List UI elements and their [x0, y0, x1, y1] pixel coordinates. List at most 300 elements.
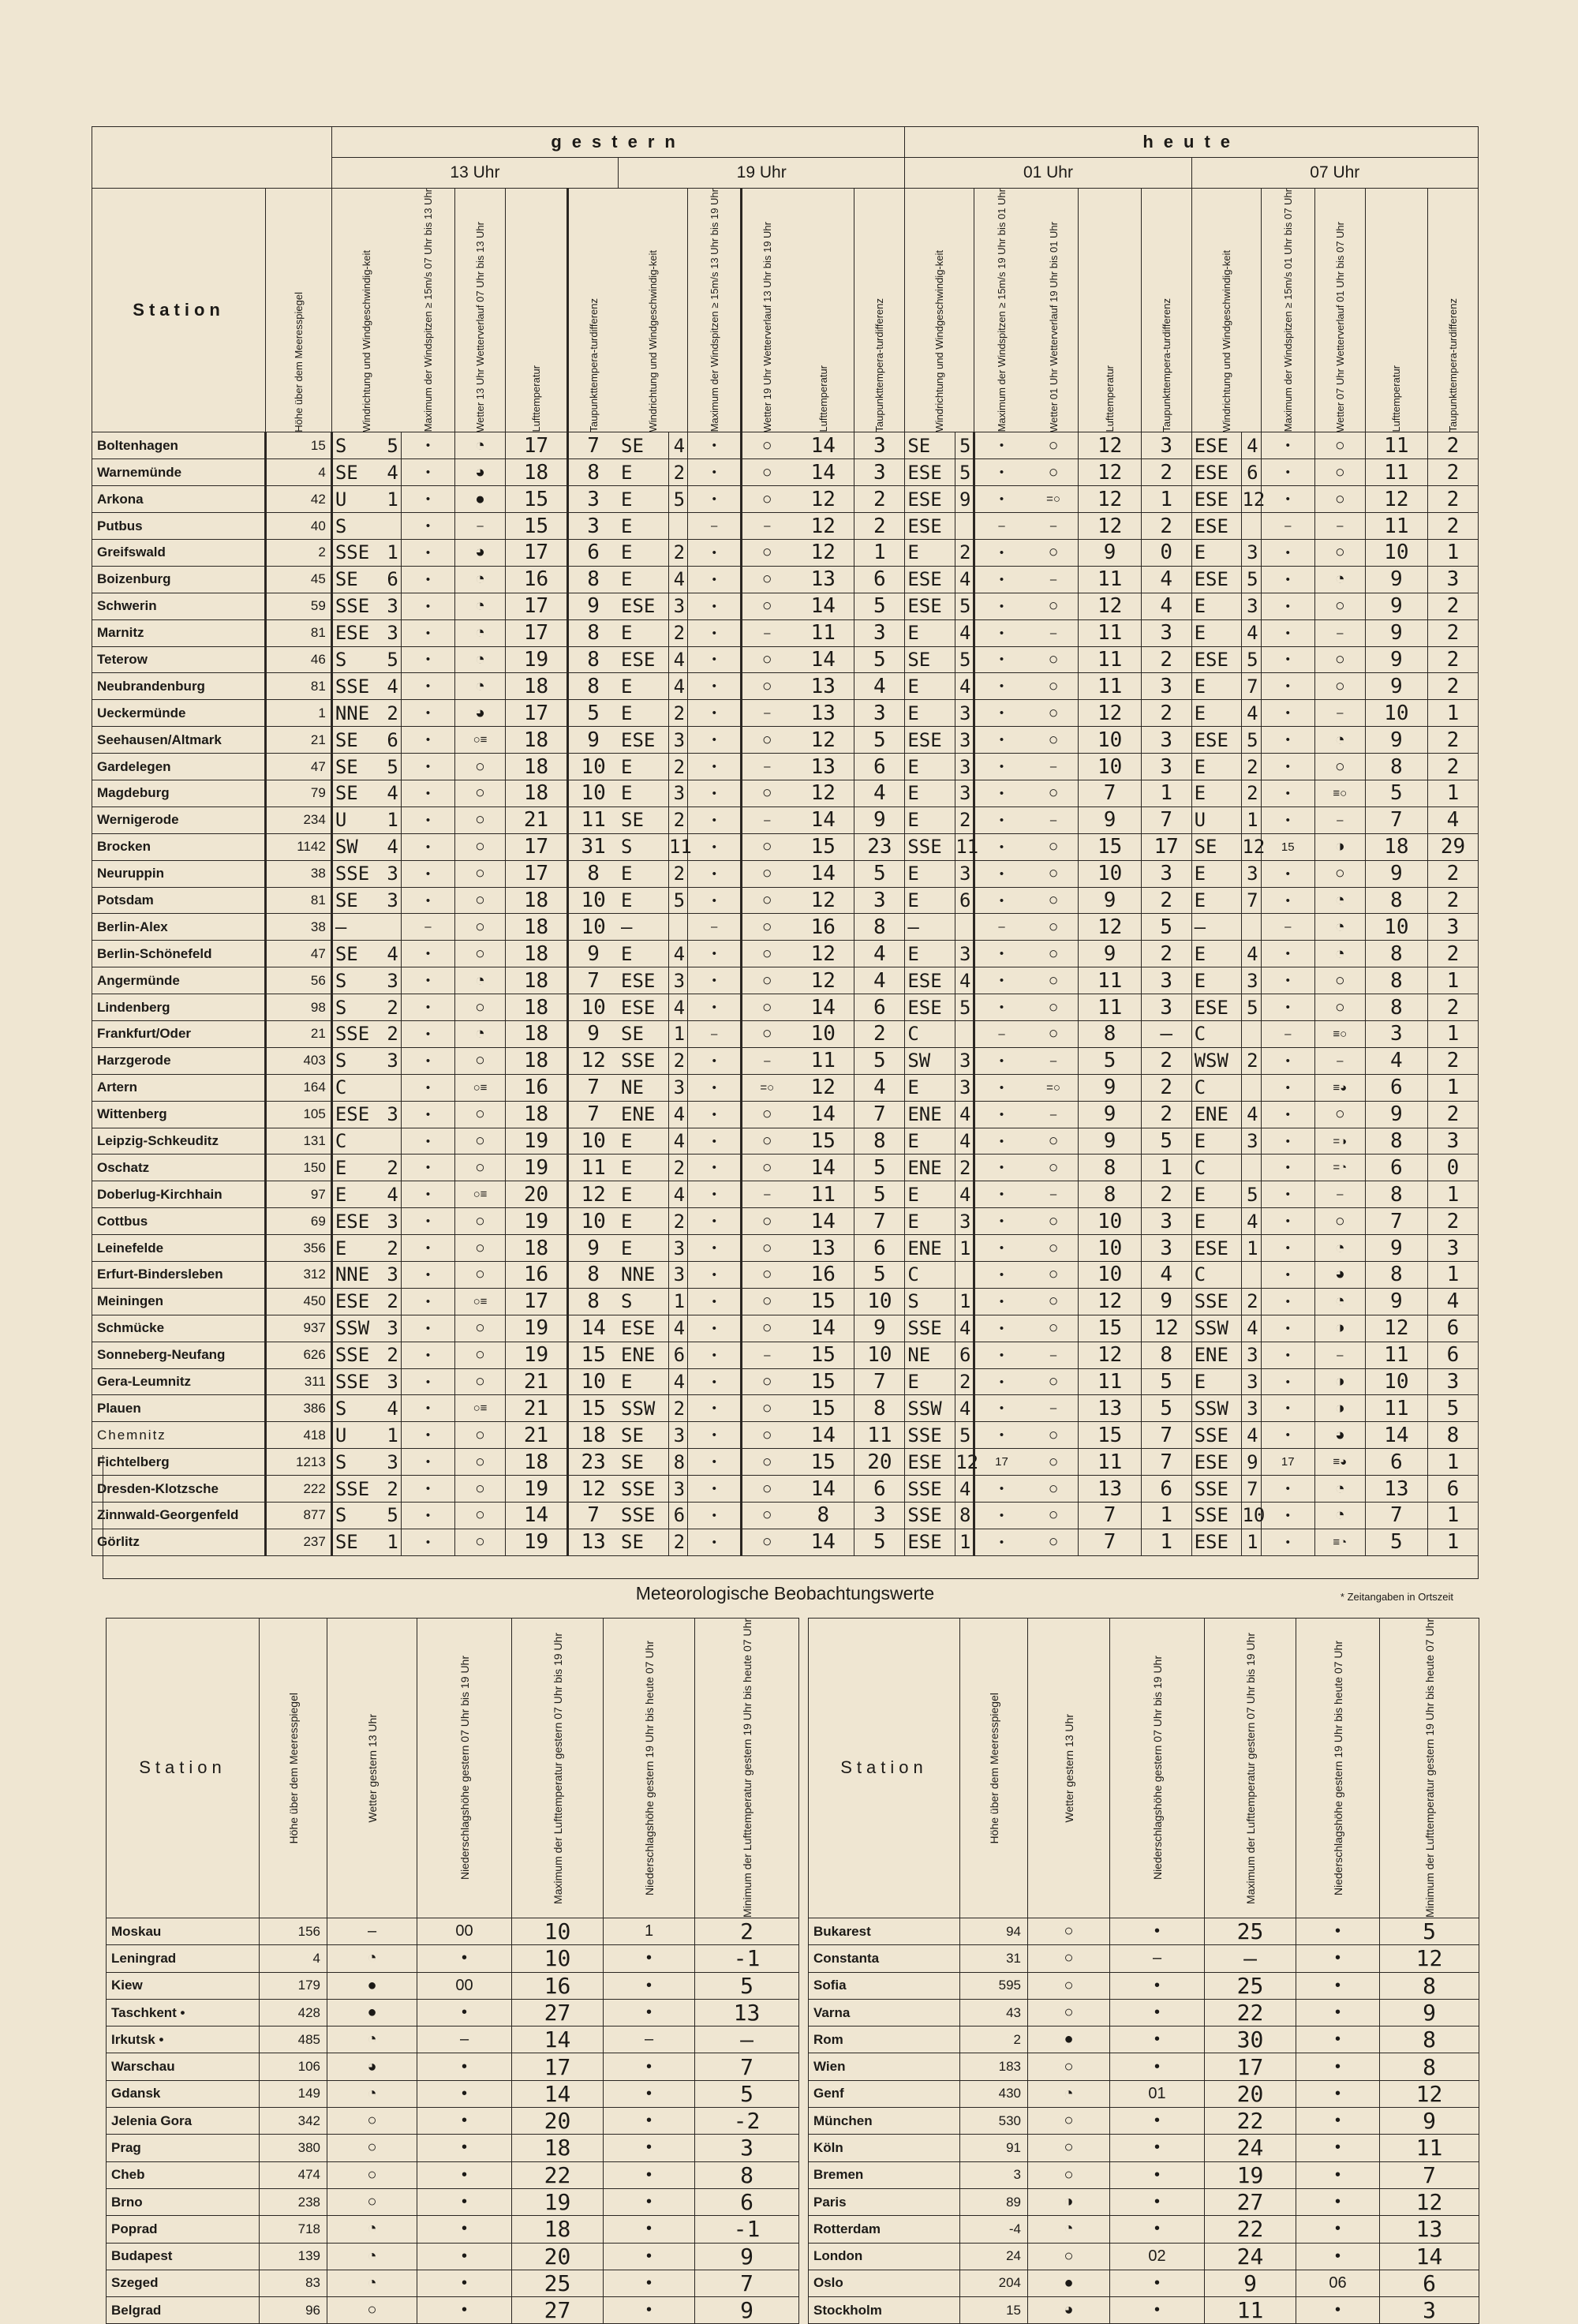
observation-cell: 9 — [1365, 860, 1427, 887]
observation-cell: • — [688, 780, 742, 807]
observation-cell: – — [1028, 1342, 1079, 1368]
observation-cell: ○ — [455, 1422, 506, 1449]
observation-cell: 4 — [1427, 806, 1478, 833]
station-height: 98 — [266, 994, 332, 1021]
observation-cell: 10 — [568, 914, 619, 941]
observation-cell: – — [742, 619, 792, 646]
observation-cell: 5 — [854, 1181, 905, 1208]
observation-cell: 13 — [1079, 1476, 1141, 1503]
city-value: 06 — [1296, 2270, 1380, 2296]
city-value: ◕ — [1028, 2297, 1110, 2324]
observation-cell: SSW — [1191, 1395, 1242, 1422]
observation-cell: U — [331, 1422, 382, 1449]
observation-cell: ○ — [1028, 1128, 1079, 1155]
observation-cell: • — [401, 1449, 454, 1476]
column-header-label: Taupunkttempera-turdifferenz — [1446, 298, 1459, 432]
observation-cell: – — [1261, 513, 1314, 540]
observation-cell: 6 — [854, 566, 905, 593]
observation-cell: 2 — [668, 539, 687, 566]
observation-cell: 7 — [1079, 1529, 1141, 1555]
observation-cell: 3 — [382, 593, 401, 619]
observation-cell: E — [1191, 887, 1242, 914]
station-name: Neuruppin — [92, 860, 266, 887]
observation-cell: 17 — [505, 619, 567, 646]
observation-cell: ESE — [331, 1288, 382, 1315]
station-height: 626 — [266, 1342, 332, 1368]
city-value: 30 — [1205, 2026, 1296, 2053]
observation-cell: 3 — [1242, 593, 1261, 619]
observation-cell: • — [401, 806, 454, 833]
observation-cell: • — [688, 1503, 742, 1529]
observation-cell: • — [401, 780, 454, 807]
observation-cell: – — [1141, 1021, 1191, 1048]
observation-cell: 5 — [1141, 1368, 1191, 1395]
column-header-label: Lufttemperatur — [1390, 365, 1403, 432]
observation-cell: ○ — [1028, 1368, 1079, 1395]
observation-cell: 20 — [854, 1449, 905, 1476]
observation-cell: 2 — [1427, 754, 1478, 780]
observation-cell: 19 — [505, 1315, 567, 1342]
observation-cell: 4 — [955, 1101, 974, 1128]
observation-cell: • — [974, 780, 1028, 807]
station-row — [92, 539, 1479, 566]
observation-cell: 8 — [568, 619, 619, 646]
observation-cell: 8 — [1141, 1342, 1191, 1368]
observation-cell: – — [455, 513, 506, 540]
observation-cell: 9 — [568, 593, 619, 619]
observation-cell: 6 — [1427, 1342, 1478, 1368]
observation-cell: ○ — [1028, 1235, 1079, 1262]
observation-cell: 11 — [1079, 673, 1141, 700]
city-value: ○ — [1028, 2161, 1110, 2188]
observation-cell: 2 — [668, 806, 687, 833]
observation-cell: 10 — [1365, 914, 1427, 941]
station-name: Meiningen — [92, 1288, 266, 1315]
station-height: 105 — [266, 1101, 332, 1128]
city-value: 25 — [1205, 1918, 1296, 1944]
city-value: ◔ — [327, 2270, 417, 2296]
observation-cell: • — [688, 566, 742, 593]
observation-cell: 8 — [568, 1262, 619, 1289]
header-13-uhr: 13 Uhr — [331, 158, 618, 189]
observation-cell: 2 — [1141, 941, 1191, 967]
observation-cell: • — [1261, 1101, 1314, 1128]
observation-cell: 18 — [505, 673, 567, 700]
observation-cell: – — [1028, 754, 1079, 780]
observation-cell: 10 — [1079, 1262, 1141, 1289]
station-height: 1213 — [266, 1449, 332, 1476]
observation-cell: ○ — [742, 1529, 792, 1555]
city-value: ◔ — [327, 1945, 417, 1972]
observation-cell: 4 — [854, 941, 905, 967]
observation-cell: • — [974, 619, 1028, 646]
observation-cell: ○ — [742, 1315, 792, 1342]
observation-cell: ○ — [1314, 1101, 1365, 1128]
observation-cell: – — [1028, 513, 1079, 540]
city-value: 02 — [1110, 2243, 1205, 2270]
city-name: Szeged — [107, 2270, 260, 2296]
observation-cell: ○ — [455, 1503, 506, 1529]
observation-cell: • — [974, 1529, 1028, 1555]
observation-cell: 11 — [792, 1047, 854, 1074]
observation-cell: ○ — [1028, 700, 1079, 727]
station-name: Ueckermünde — [92, 700, 266, 727]
observation-cell: ○ — [1028, 593, 1079, 619]
observation-cell: • — [1261, 486, 1314, 513]
observation-cell: ◔ — [1314, 941, 1365, 967]
observation-cell: • — [401, 513, 454, 540]
observation-cell — [1242, 914, 1261, 941]
city-row — [107, 1999, 799, 2026]
observation-cell: • — [401, 432, 454, 459]
station-row — [92, 727, 1479, 754]
observation-cell: • — [401, 1368, 454, 1395]
city-value: • — [604, 2080, 695, 2107]
station-height: 97 — [266, 1181, 332, 1208]
observation-cell: C — [1191, 1155, 1242, 1181]
observation-cell: 3 — [668, 1074, 687, 1101]
observation-cell: ○ — [1314, 539, 1365, 566]
observation-cell — [382, 513, 401, 540]
observation-cell: 14 — [792, 1476, 854, 1503]
station-height: 311 — [266, 1368, 332, 1395]
station-name: Berlin-Schönefeld — [92, 941, 266, 967]
observation-cell: 1 — [382, 1529, 401, 1555]
observation-cell: 5 — [955, 432, 974, 459]
observation-cell: 2 — [1141, 459, 1191, 486]
observation-cell: – — [974, 1021, 1028, 1048]
station-row — [92, 833, 1479, 860]
station-row — [92, 432, 1479, 459]
observation-cell: ESE — [1191, 727, 1242, 754]
observation-cell: 3 — [955, 754, 974, 780]
observation-cell: 3 — [668, 1262, 687, 1289]
observation-cell: U — [331, 806, 382, 833]
station-row — [92, 806, 1479, 833]
observation-cell: SSE — [905, 1476, 955, 1503]
observation-cell: S — [331, 1047, 382, 1074]
observation-cell: 1 — [1427, 539, 1478, 566]
observation-cell: • — [974, 459, 1028, 486]
observation-cell: 3 — [1427, 1235, 1478, 1262]
observation-cell: ○ — [1314, 860, 1365, 887]
observation-cell: ○ — [1028, 646, 1079, 673]
observation-cell: • — [401, 700, 454, 727]
observation-cell: SSE — [331, 1368, 382, 1395]
observation-cell: 8 — [1079, 1181, 1141, 1208]
station-height: 21 — [266, 727, 332, 754]
station-height: 38 — [266, 914, 332, 941]
observation-cell: 9 — [1365, 593, 1427, 619]
station-row — [92, 967, 1479, 994]
observation-cell: SSE — [331, 860, 382, 887]
observation-cell: ◔ — [1314, 1476, 1365, 1503]
observation-cell: 4 — [668, 941, 687, 967]
station-name: Lindenberg — [92, 994, 266, 1021]
observation-cell: SE — [331, 780, 382, 807]
station-row — [92, 860, 1479, 887]
observation-cell: 4 — [668, 994, 687, 1021]
city-row — [107, 2243, 799, 2270]
observation-cell: 3 — [955, 1074, 974, 1101]
observation-cell: – — [1028, 619, 1079, 646]
observation-cell: – — [1191, 914, 1242, 941]
observation-cell: 21 — [505, 1395, 567, 1422]
observation-cell: • — [974, 646, 1028, 673]
city-row — [107, 2188, 799, 2215]
observation-cell: 3 — [668, 727, 687, 754]
bottom-column-header — [1380, 1619, 1479, 1918]
observation-cell: 12 — [792, 941, 854, 967]
station-name: Greifswald — [92, 539, 266, 566]
observation-cell: • — [1261, 1529, 1314, 1555]
observation-cell: 15 — [792, 1368, 854, 1395]
station-height: 69 — [266, 1208, 332, 1235]
observation-cell — [955, 1021, 974, 1048]
observation-cell: ESE — [619, 593, 669, 619]
observation-cell: E — [331, 1181, 382, 1208]
observation-cell: 9 — [1365, 1288, 1427, 1315]
city-name: Genf — [809, 2080, 960, 2107]
column-header-label: Windrichtung und Windgeschwindig-keit — [647, 249, 660, 432]
observation-cell: E — [905, 860, 955, 887]
header-07-uhr: 07 Uhr — [1191, 158, 1478, 189]
city-value: ○ — [327, 2188, 417, 2215]
observation-cell: 12 — [955, 1449, 974, 1476]
observation-cell: SE — [331, 566, 382, 593]
city-value: ◔ — [327, 2243, 417, 2270]
city-name: Warschau — [107, 2053, 260, 2080]
city-row — [809, 2297, 1479, 2324]
observation-cell: 11 — [955, 833, 974, 860]
column-header-label: Taupunkttempera-turdifferenz — [873, 298, 886, 432]
observation-cell: S — [619, 833, 669, 860]
bottom-column-label: Höhe über dem Meeresspiegel — [286, 1692, 300, 1844]
station-row — [92, 1155, 1479, 1181]
observation-cell: – — [1028, 806, 1079, 833]
observation-cell: • — [1261, 566, 1314, 593]
city-value: • — [417, 2243, 512, 2270]
city-row — [107, 1972, 799, 1999]
observation-cell: 3 — [1141, 432, 1191, 459]
city-value: • — [1296, 2108, 1380, 2135]
observation-cell: • — [688, 754, 742, 780]
city-value: • — [417, 2161, 512, 2188]
observation-cell: 5 — [668, 887, 687, 914]
bottom-column-label: Wetter gestern 13 Uhr — [1062, 1713, 1075, 1823]
observation-cell: 5 — [1365, 1529, 1427, 1555]
city-value: ● — [1028, 2270, 1110, 2296]
observation-cell: 4 — [1141, 593, 1191, 619]
observation-cell: SE — [905, 646, 955, 673]
city-value: 18 — [512, 2135, 604, 2161]
observation-cell: • — [401, 459, 454, 486]
city-value: • — [417, 1945, 512, 1972]
observation-cell: • — [974, 1315, 1028, 1342]
observation-cell: 18 — [505, 459, 567, 486]
observation-cell: 2 — [1141, 1047, 1191, 1074]
city-value: 5 — [1380, 1918, 1479, 1944]
station-height: 164 — [266, 1074, 332, 1101]
observation-cell: • — [974, 727, 1028, 754]
observation-cell: ○ — [742, 1155, 792, 1181]
observation-cell: 11 — [854, 1422, 905, 1449]
observation-cell: 1 — [1427, 967, 1478, 994]
observation-cell: C — [905, 1021, 955, 1048]
observation-cell: • — [974, 860, 1028, 887]
observation-cell: 5 — [854, 1155, 905, 1181]
observation-cell: 2 — [955, 1368, 974, 1395]
station-name: Zinnwald-Georgenfeld — [92, 1503, 266, 1529]
observation-cell: NE — [619, 1074, 669, 1101]
column-header-1-5 — [854, 189, 905, 432]
city-value: • — [1110, 2297, 1205, 2324]
station-height: 59 — [266, 593, 332, 619]
observation-cell: 1 — [382, 539, 401, 566]
city-name: Rom — [809, 2026, 960, 2053]
city-height: 530 — [960, 2108, 1028, 2135]
observation-cell: – — [1314, 1342, 1365, 1368]
city-value: • — [604, 2216, 695, 2243]
observation-cell: 3 — [1365, 1021, 1427, 1048]
city-height: 96 — [260, 2297, 327, 2324]
observation-cell: SE — [331, 459, 382, 486]
observation-cell: 0 — [1141, 539, 1191, 566]
observation-cell: 3 — [1141, 994, 1191, 1021]
observation-cell: 4 — [382, 941, 401, 967]
observation-cell: E — [619, 486, 669, 513]
observation-cell: NNE — [331, 1262, 382, 1289]
station-name: Erfurt-Bindersleben — [92, 1262, 266, 1289]
observation-cell: 8 — [1365, 1181, 1427, 1208]
observation-cell: ○ — [455, 1342, 506, 1368]
observation-cell: 12 — [1079, 432, 1141, 459]
city-value: 00 — [417, 1972, 512, 1999]
station-height: 40 — [266, 513, 332, 540]
observation-cell: 12 — [792, 539, 854, 566]
observation-cell: 1 — [1427, 1021, 1478, 1048]
observation-cell: ○ — [1028, 1449, 1079, 1476]
observation-cell: 9 — [1365, 727, 1427, 754]
city-value: • — [604, 1999, 695, 2026]
observation-cell: • — [974, 1422, 1028, 1449]
observation-cell: 17 — [505, 593, 567, 619]
city-row — [809, 1945, 1479, 1972]
city-value: • — [417, 1999, 512, 2026]
observation-cell: 31 — [568, 833, 619, 860]
observation-cell: 1 — [1141, 1529, 1191, 1555]
city-value: 9 — [1380, 1999, 1479, 2026]
observation-cell: 12 — [1079, 486, 1141, 513]
observation-cell: 10 — [854, 1288, 905, 1315]
city-value: • — [417, 2188, 512, 2215]
observation-cell: ○ — [742, 1449, 792, 1476]
observation-cell: C — [331, 1128, 382, 1155]
observation-cell: 8 — [955, 1503, 974, 1529]
city-value: -2 — [695, 2108, 799, 2135]
station-name: Oschatz — [92, 1155, 266, 1181]
observation-cell: 10 — [568, 994, 619, 1021]
city-value: 22 — [1205, 1999, 1296, 2026]
observation-cell: 7 — [568, 1503, 619, 1529]
observation-cell: 3 — [668, 1235, 687, 1262]
observation-cell: • — [688, 1368, 742, 1395]
observation-cell: ○ — [455, 860, 506, 887]
observation-cell: 4 — [668, 1315, 687, 1342]
observation-cell: ◔ — [455, 646, 506, 673]
column-header-label: Maximum der Windspitzen ≥ 15m/s 19 Uhr bis 01 Uhr — [995, 189, 1008, 432]
observation-cell: S — [331, 646, 382, 673]
observation-cell: 2 — [382, 1288, 401, 1315]
city-value: – — [1205, 1945, 1296, 1972]
observation-cell: • — [1261, 1476, 1314, 1503]
observation-cell: E — [619, 1235, 669, 1262]
bottom-column-header — [417, 1619, 512, 1918]
observation-cell: ○ — [1028, 1422, 1079, 1449]
observation-cell: ○ — [742, 1395, 792, 1422]
city-row — [107, 1945, 799, 1972]
city-row — [809, 1972, 1479, 1999]
city-value: • — [1110, 2161, 1205, 2188]
observation-cell: 1 — [1242, 1235, 1261, 1262]
observation-cell: 5 — [854, 593, 905, 619]
observation-cell: 4 — [1242, 432, 1261, 459]
observation-cell: 6 — [1365, 1074, 1427, 1101]
city-value: • — [1110, 2108, 1205, 2135]
observation-cell: E — [905, 673, 955, 700]
city-value: 19 — [1205, 2161, 1296, 2188]
city-name: Bremen — [809, 2161, 960, 2188]
city-name: Bukarest — [809, 1918, 960, 1944]
observation-cell: 5 — [955, 459, 974, 486]
bottom-column-header — [604, 1619, 695, 1918]
observation-cell: • — [1261, 1288, 1314, 1315]
city-value: – — [695, 2026, 799, 2053]
observation-cell: E — [1191, 593, 1242, 619]
observation-cell: 8 — [1365, 754, 1427, 780]
observation-cell: 8 — [1079, 1021, 1141, 1048]
city-value: • — [1296, 2026, 1380, 2053]
column-header-label: Wetter 19 Uhr Wetterverlauf 13 Uhr bis 19 Uhr — [761, 221, 773, 432]
city-value: 8 — [695, 2161, 799, 2188]
city-height: 149 — [260, 2080, 327, 2107]
observation-cell: • — [401, 1155, 454, 1181]
observation-cell: – — [742, 1342, 792, 1368]
city-value: 17 — [512, 2053, 604, 2080]
observation-cell: 2 — [382, 1476, 401, 1503]
city-value: ○ — [1028, 1918, 1110, 1944]
observation-cell: 6 — [1427, 1315, 1478, 1342]
header-01-uhr: 01 Uhr — [905, 158, 1191, 189]
observation-cell: • — [974, 754, 1028, 780]
observation-cell: – — [1261, 914, 1314, 941]
observation-cell: • — [401, 673, 454, 700]
observation-cell: ◕ — [1314, 1262, 1365, 1289]
station-row — [92, 780, 1479, 807]
observation-cell: ○ — [1028, 941, 1079, 967]
observation-cell: 6 — [955, 1342, 974, 1368]
city-name: Irkutsk • — [107, 2026, 260, 2053]
city-value: • — [1296, 1918, 1380, 1944]
observation-cell: • — [1261, 700, 1314, 727]
station-name: Schmücke — [92, 1315, 266, 1342]
observation-cell: ○ — [742, 459, 792, 486]
observation-cell: S — [331, 1449, 382, 1476]
observation-cell: 3 — [668, 780, 687, 807]
observation-cell: 8 — [792, 1503, 854, 1529]
bottom-column-label: Wetter gestern 13 Uhr — [365, 1713, 379, 1823]
bottom-column-header — [1110, 1619, 1205, 1918]
